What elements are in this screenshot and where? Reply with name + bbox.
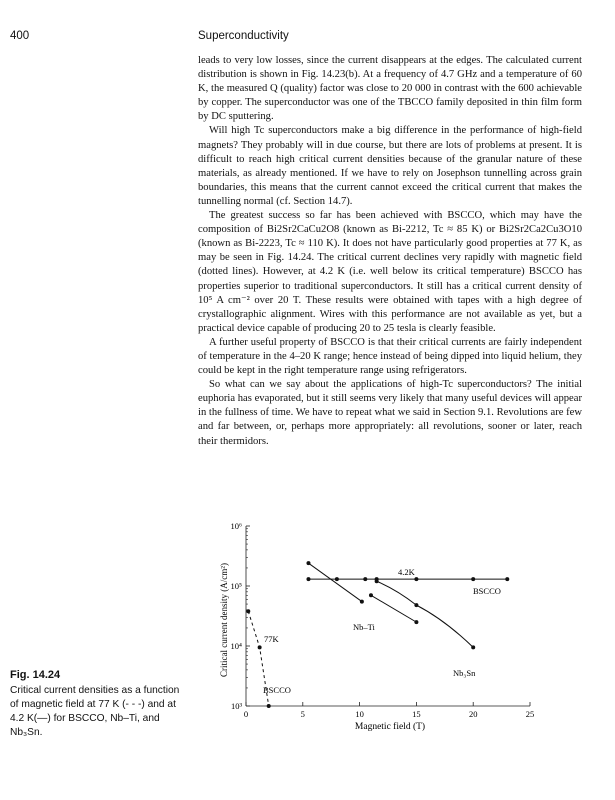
y-tick-label: 10⁵ bbox=[230, 581, 242, 591]
data-point bbox=[363, 577, 367, 581]
x-tick-label: 10 bbox=[355, 709, 364, 719]
data-point bbox=[505, 577, 509, 581]
running-title: Superconductivity bbox=[198, 30, 289, 42]
paragraph-5: So what can we say about the applications of high-Tc superconductors? The initial euphoria has evaporated, but it still seems very likely that many useful devices will appear in the fullness of time. We have to repeat what we said in Section 9.1. Revolutions are few and far between, or, perhaps more appropriately: all revolutions, sooner or later, reach their thermidors. bbox=[198, 379, 582, 447]
data-point bbox=[471, 577, 475, 581]
series-line bbox=[308, 563, 361, 601]
paragraph-3: The greatest success so far has been achieved with BSCCO, which may have the composition of Bi2Sr2CaCu2O8 (known as Bi-2212, Tc ≈ 85 K) or Bi2Sr2Ca2Cu3O10 (known as Bi-2223, Tc ≈ 110 K). It does not have particularly good properties at 77 K, as may be seen in Fig. 14.24. The critical current declines very rapidly with magnetic field (dotted lines). However, at 4.2 K (i.e. well below its critical temperature) BSCCO has properties superior to traditional superconductors. It still has a critical current density of 10⁵ A cm⁻² over 20 T. These results were obtained with tapes with a high degree of crystallographic alignment. Wires with this performance are not available as yet, but a practical device capable of producing 20 to 25 tesla is clearly feasible. bbox=[198, 210, 582, 334]
figure-caption-text: Critical current densities as a function of magnetic field at 77 K (- - -) and at 4.2 K(—) for BSCCO, Nb–Ti, and Nb₃Sn. bbox=[10, 685, 180, 738]
y-tick-label: 10⁴ bbox=[230, 641, 242, 651]
data-point bbox=[306, 577, 310, 581]
figure-caption bbox=[10, 668, 190, 740]
x-axis-label: Magnetic field (T) bbox=[354, 722, 426, 732]
paragraph-2: Will high Tc superconductors make a big difference in the performance of high-field magnets? They probably will in due course, but there are lots of problems at present. It is difficult to reach high critical current densities because of the granular nature of these materials, as already mentioned. If we have to rely on Josephson tunnelling across grain boundaries, this means that the current cannot exceed the critical current that makes the tunnelling normal (cf. Section 14.7). bbox=[198, 125, 582, 207]
data-point bbox=[414, 577, 418, 581]
y-tick-label: 10³ bbox=[230, 701, 242, 711]
data-point bbox=[267, 704, 271, 708]
annotation-4-2k: 4.2K bbox=[398, 567, 415, 577]
data-point bbox=[306, 561, 310, 565]
x-tick-label: 15 bbox=[412, 709, 421, 719]
page-number: 400 bbox=[10, 30, 30, 42]
annotation-77k: 77K bbox=[264, 634, 279, 644]
data-point bbox=[414, 620, 418, 624]
annotation-nb3sn: Nb₃Sn bbox=[453, 668, 476, 678]
data-point bbox=[258, 645, 262, 649]
data-point bbox=[369, 593, 373, 597]
annotation-bscco-4-2k: BSCCO bbox=[473, 586, 501, 596]
annotation-nb-ti: Nb–Ti bbox=[353, 622, 375, 632]
figure-label: Fig. 14.24 bbox=[10, 669, 61, 681]
data-point bbox=[471, 645, 475, 649]
y-axis-label: Critical current density (A/cm²) bbox=[219, 563, 229, 677]
data-point bbox=[360, 600, 364, 604]
x-tick-label: 25 bbox=[525, 709, 535, 719]
series-line bbox=[371, 595, 416, 622]
x-tick-label: 5 bbox=[300, 709, 305, 719]
paragraph-1: leads to very low losses, since the current disappears at the edges. The calculated current distribution is shown in Fig. 14.23(b). At a frequency of 4.7 GHz and a temperature of 60 K, the measured Q (quality) factor was close to 20 000 in contrast with the 600 achievable by copper. The superconductor was one of the TBCCO family deposited in thin film form by DC sputtering. bbox=[198, 55, 582, 123]
paragraph-4: A further useful property of BSCCO is that their critical currents are fairly independent of temperature in the 4–20 K range; hence instead of being dipped into liquid helium, they could be kept in the right temperature range using refrigerators. bbox=[198, 336, 582, 377]
data-point bbox=[246, 609, 250, 613]
series-line bbox=[377, 581, 474, 647]
x-tick-label: 0 bbox=[243, 709, 249, 719]
data-point bbox=[414, 603, 418, 607]
data-point bbox=[335, 577, 339, 581]
y-tick-label: 10⁶ bbox=[230, 521, 242, 531]
x-tick-label: 20 bbox=[468, 709, 478, 719]
annotation-bscco-77k: BSCCO bbox=[263, 685, 291, 695]
data-point bbox=[375, 579, 379, 583]
